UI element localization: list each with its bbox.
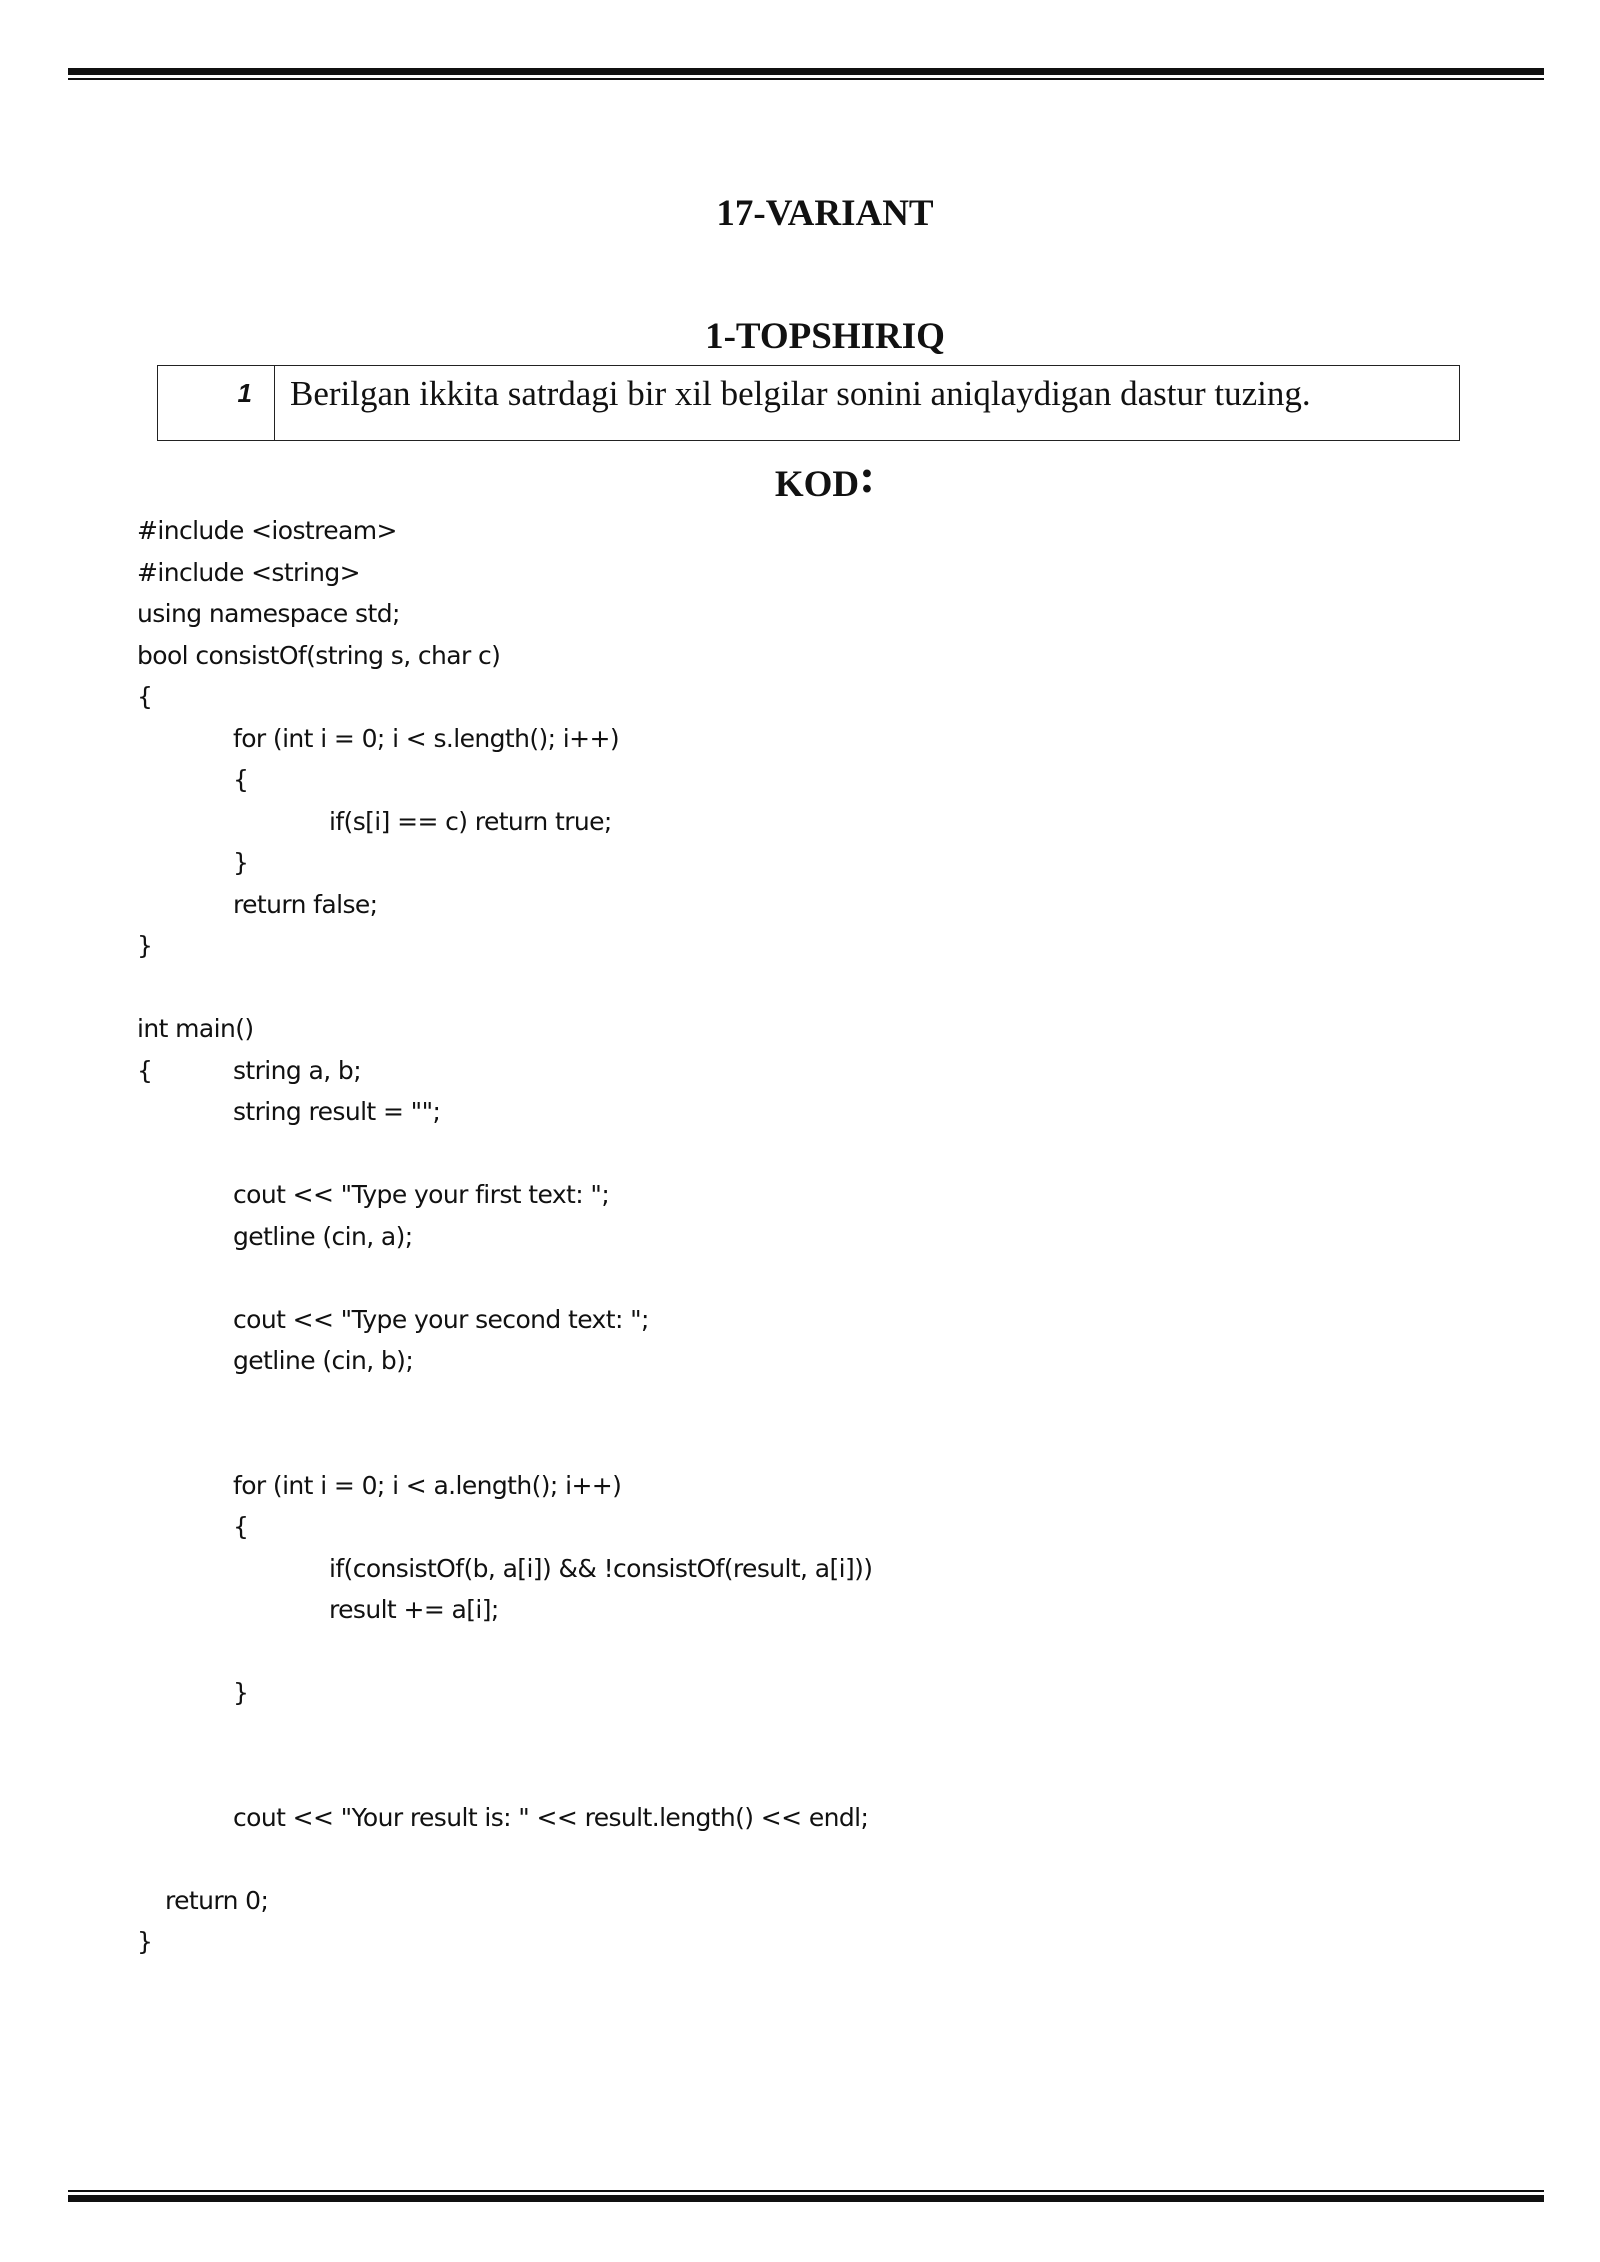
code-text: using namespace std;: [137, 599, 400, 628]
task-description: Berilgan ikkita satrdagi bir xil belgilar sonini aniqlaydigan dastur tuzing.: [290, 374, 1311, 413]
task-number: 1: [158, 366, 275, 440]
code-text: {: [233, 1512, 249, 1541]
code-text: int main(): [137, 1014, 254, 1043]
code-text: getline (cin, a);: [233, 1221, 413, 1251]
bottom-border-thin: [68, 2190, 1544, 2192]
code-text: {: [137, 682, 153, 711]
code-text: #include <string>: [137, 557, 360, 587]
code-text: getline (cin, b);: [233, 1346, 414, 1375]
top-border-thin: [68, 78, 1544, 80]
code-text: if(s[i] == c) return true;: [329, 806, 612, 836]
code-text: }: [137, 931, 153, 960]
code-text: cout << "Type your second text: ";: [233, 1304, 649, 1334]
code-text: #include <iostream>: [137, 516, 397, 545]
code-text: result += a[i];: [329, 1595, 499, 1624]
code-text: string result = "";: [233, 1097, 441, 1126]
code-text: return 0;: [165, 1885, 269, 1915]
code-text: cout << "Your result is: " << result.length() << endl;: [233, 1802, 869, 1832]
code-text: for (int i = 0; i < a.length(); i++): [233, 1470, 622, 1500]
code-text: {: [233, 765, 249, 794]
code-text: }: [233, 1678, 249, 1707]
code-text: }: [137, 1927, 153, 1956]
task-title: 1-TOPSHIRIQ: [705, 316, 945, 357]
code-text: string a, b;: [233, 1055, 362, 1085]
code-text: {: [137, 1055, 153, 1085]
code-text: return false;: [233, 889, 378, 919]
code-heading: [0, 450, 1600, 508]
top-border-thick: [68, 68, 1544, 75]
variant-title: 17-VARIANT: [716, 193, 934, 234]
code-text: cout << "Type your first text: ";: [233, 1180, 610, 1209]
code-text: }: [233, 848, 249, 877]
bottom-border-thick: [68, 2195, 1544, 2202]
task-table: [157, 365, 1460, 441]
code-text: for (int i = 0; i < s.length(); i++): [233, 723, 619, 753]
code-text: bool consistOf(string s, char c): [137, 640, 501, 670]
code-heading-colon: :: [859, 450, 876, 503]
code-heading-label: KOD: [774, 464, 860, 505]
code-text: if(consistOf(b, a[i]) && !consistOf(result, a[i])): [329, 1553, 873, 1583]
